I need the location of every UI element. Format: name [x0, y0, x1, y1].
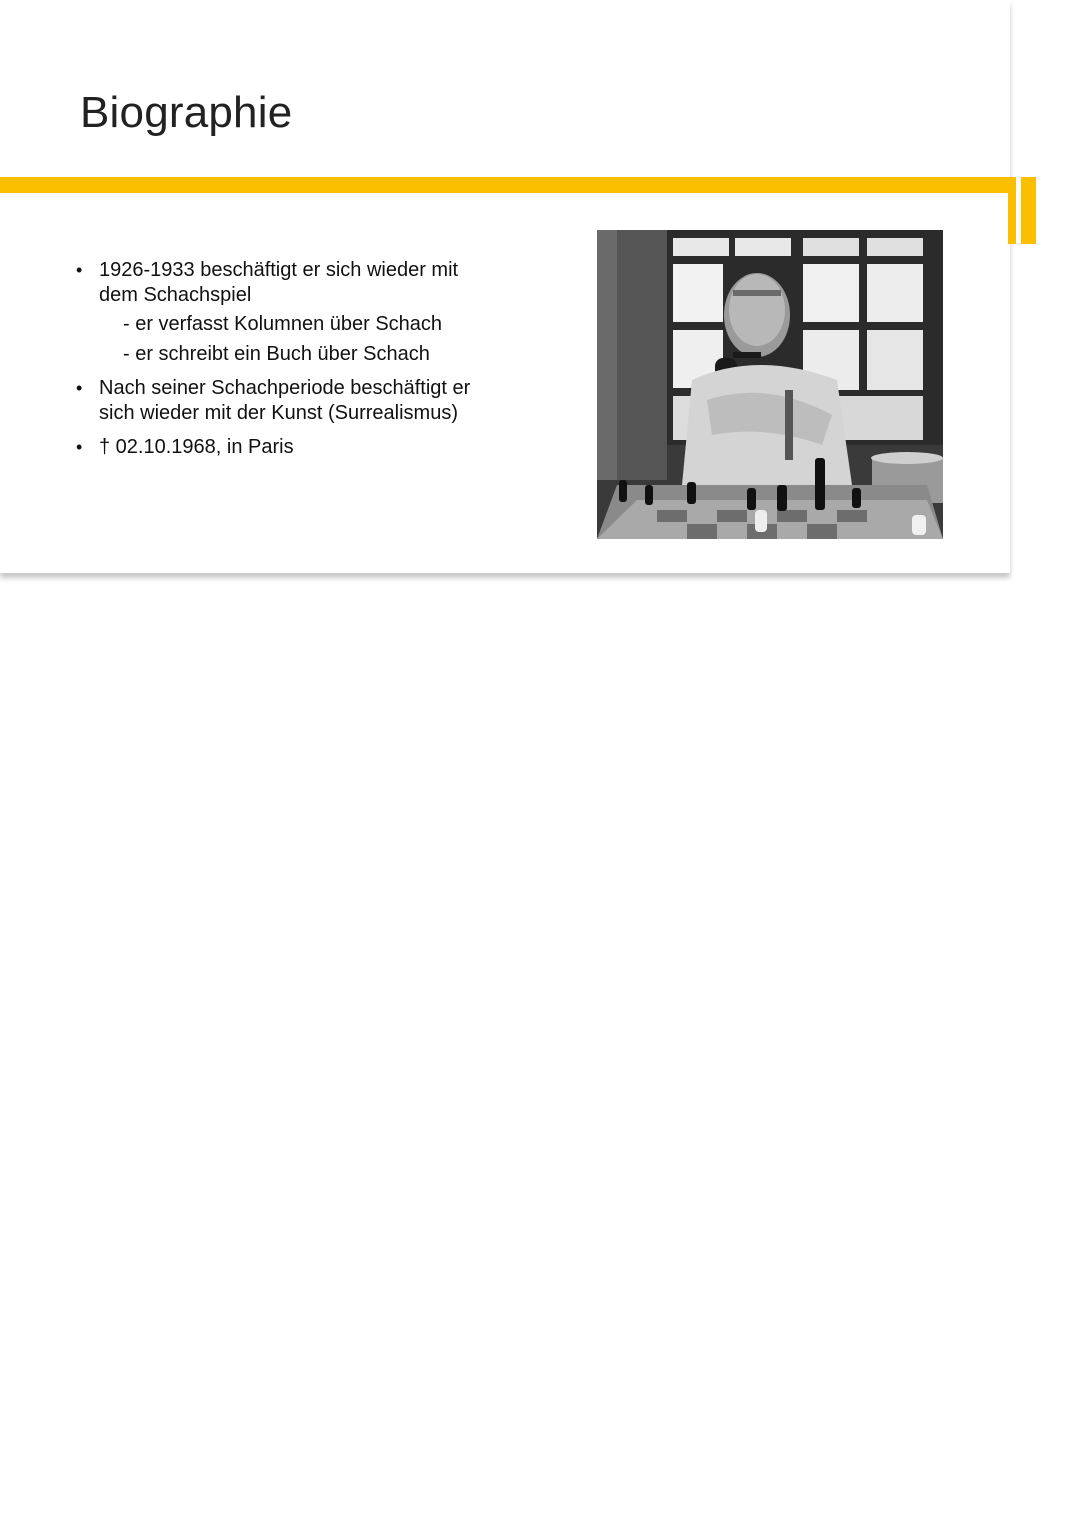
bullet-item: [76, 435, 496, 460]
bullet-list: [76, 258, 496, 470]
sub-item: - er schreibt ein Buch über Schach: [123, 342, 430, 365]
accent-post-right: [1021, 177, 1036, 244]
bullet-text: • Nach seiner Schachperiode beschäftigt er sich wieder mit der Kunst (Surrealismus): [99, 377, 471, 424]
bullet-item: [76, 376, 496, 425]
portrait-photo: [597, 230, 943, 539]
bullet-item: [76, 258, 496, 366]
sub-item: - er verfasst Kolumnen über Schach: [123, 313, 443, 335]
bullet-text: • 1926-1933 beschäftigt er sich wieder mit dem Schachspiel: [99, 259, 459, 306]
bullet-text: • † 02.10.1968, in Paris: [99, 436, 294, 458]
accent-post-left: [1008, 177, 1016, 244]
chess-player-photo-image: [597, 230, 943, 539]
accent-bar: [0, 177, 1010, 193]
slide-title: Biographie: [80, 88, 293, 137]
slide: [0, 0, 1010, 573]
